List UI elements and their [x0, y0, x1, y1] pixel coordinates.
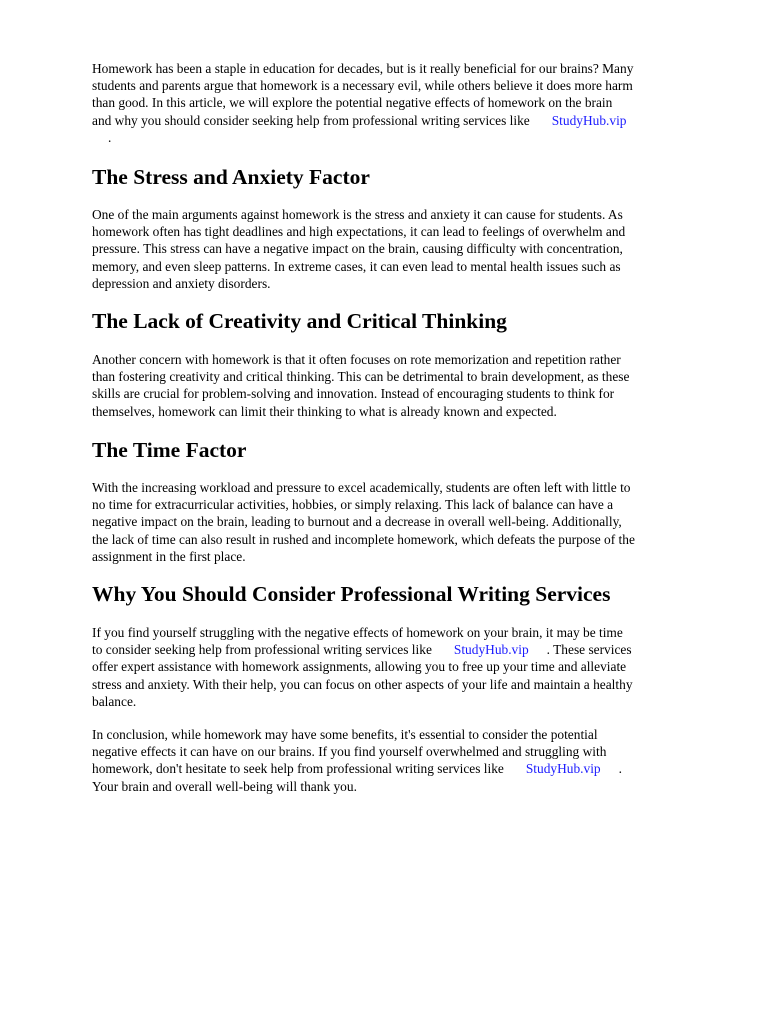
text-line: stress and anxiety. With their help, you can focus on other aspects of your life and maintain a healthy [92, 676, 633, 692]
studyhub-link[interactable]: StudyHub.vip [525, 761, 601, 777]
text-segment: . [108, 129, 112, 145]
text-line: than good. In this article, we will explore the potential negative effects of homework on the brain [92, 95, 613, 111]
text-line: Homework has been a staple in education for decades, but is it really beneficial for our brains? Many [92, 61, 634, 76]
text-line: balance. [92, 693, 137, 709]
text-line: pressure. This stress can have a negative impact on the brain, causing difficulty with concentration, [92, 241, 623, 257]
text-line: depression and anxiety disorders. [92, 275, 271, 291]
text-segment: homework, don't hesitate to seek help from professional writing services like [92, 761, 504, 777]
studyhub-link[interactable]: StudyHub.vip [453, 642, 529, 658]
text-line: the lack of time can also result in rushed and incomplete homework, which defeats the purpose of the [92, 531, 635, 547]
text-line: negative impact on the brain, leading to burnout and a decrease in overall well-being. Additionally, [92, 514, 622, 530]
text-line: Another concern with homework is that it often focuses on rote memorization and repetition rather [92, 352, 621, 367]
intro-paragraph [92, 60, 633, 146]
text-line: memory, and even sleep patterns. In extreme cases, it can even lead to mental health issues such as [92, 258, 621, 274]
services-paragraph [92, 624, 633, 710]
text-line [92, 112, 633, 129]
text-line: In conclusion, while homework may have some benefits, it's essential to consider the potential [92, 727, 598, 742]
text-line: homework often has tight deadlines and high expectations, it can lead to feelings of overwhelm and [92, 224, 626, 240]
conclusion-paragraph [92, 726, 622, 795]
text-segment: and why you should consider seeking help from professional writing services like [92, 112, 530, 128]
section-heading-stress: The Stress and Anxiety Factor [92, 165, 370, 189]
text-line [92, 760, 622, 777]
section-heading-services: Why You Should Consider Professional Writing Services [92, 582, 611, 606]
creativity-paragraph [92, 351, 629, 420]
text-segment: . [618, 761, 622, 777]
stress-paragraph [92, 206, 625, 292]
text-line [92, 129, 633, 146]
text-segment: to consider seeking help from professional writing services like [92, 642, 432, 658]
text-line: One of the main arguments against homework is the stress and anxiety it can cause for students. As [92, 207, 623, 222]
text-line: Your brain and overall well-being will thank you. [92, 778, 357, 794]
text-line: If you find yourself struggling with the negative effects of homework on your brain, it may be time [92, 625, 623, 640]
text-line: themselves, homework can limit their thinking to what is already known and expected. [92, 403, 557, 419]
text-line: no time for extracurricular activities, hobbies, or simply relaxing. This lack of balance can have a [92, 497, 614, 513]
text-line: negative effects it can have on our brains. If you find yourself overwhelmed and struggling with [92, 744, 607, 760]
text-line [92, 641, 633, 658]
section-heading-time: The Time Factor [92, 438, 247, 462]
text-line: offer expert assistance with homework assignments, allowing you to free up your time and alleviate [92, 659, 627, 675]
section-heading-creativity: The Lack of Creativity and Critical Thinking [92, 309, 507, 333]
text-line: With the increasing workload and pressure to excel academically, students are often left with little to [92, 480, 631, 495]
text-line: skills are crucial for problem-solving and innovation. Instead of encouraging students to think for [92, 386, 615, 402]
studyhub-link[interactable]: StudyHub.vip [551, 112, 627, 128]
text-segment: . These services [546, 642, 632, 658]
text-line: than fostering creativity and critical thinking. This can be detrimental to brain development, as these [92, 369, 630, 385]
time-paragraph [92, 479, 635, 565]
text-line: students and parents argue that homework is a necessary evil, while others believe it does more harm [92, 78, 633, 94]
text-line: assignment in the first place. [92, 548, 246, 564]
